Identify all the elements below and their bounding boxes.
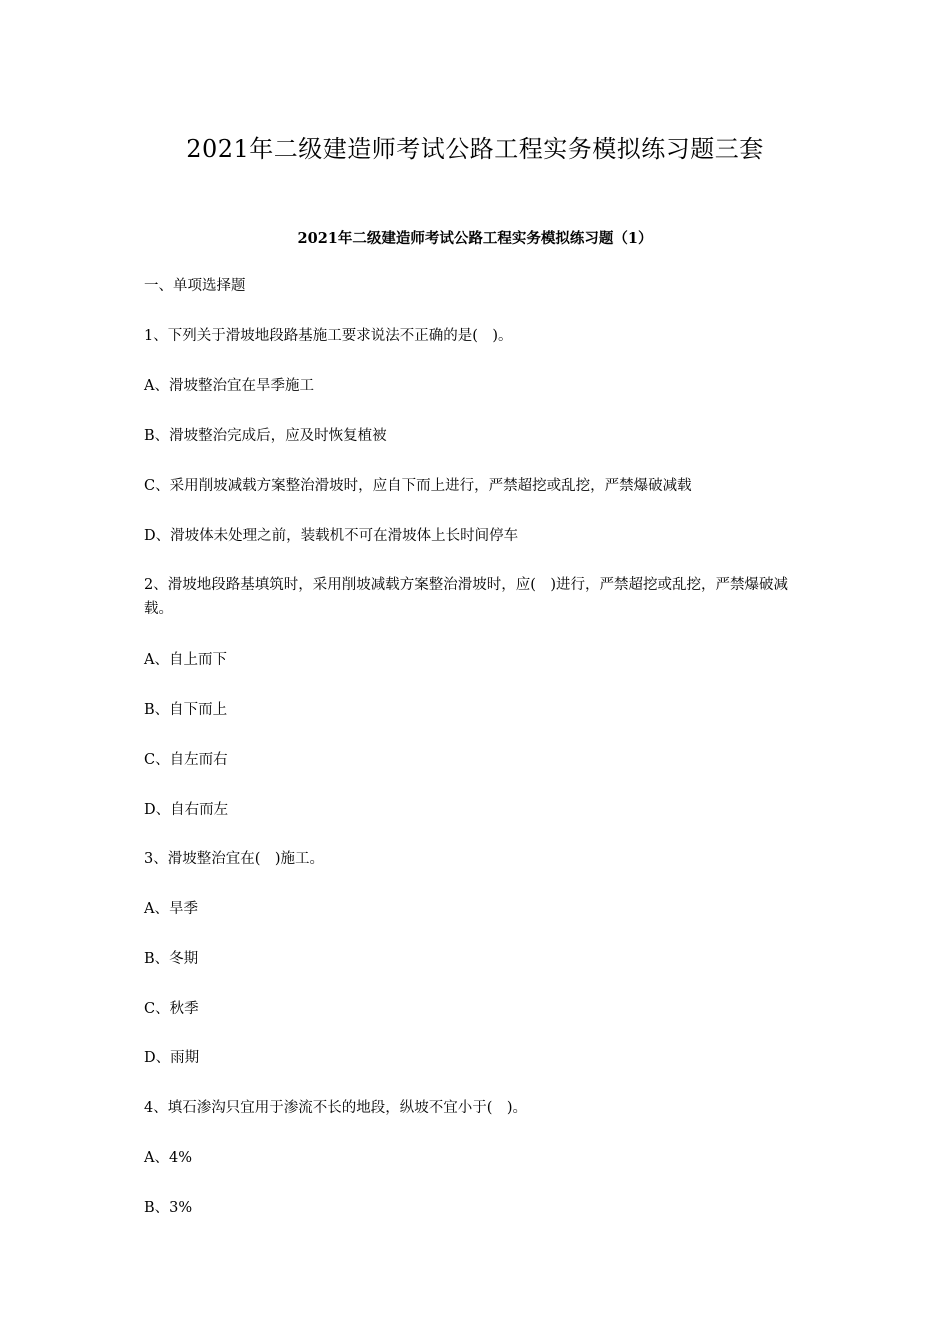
question-1-option-c: C、采用削坡减载方案整治滑坡时，应自下而上进行，严禁超挖或乱挖，严禁爆破减载 <box>144 478 692 494</box>
question-2-option-d: D、自右而左 <box>144 802 229 818</box>
question-2-option-b: B、自下而上 <box>144 702 228 718</box>
question-2-stem: 2、滑坡地段路基填筑时，采用削坡减载方案整治滑坡时，应( )进行，严禁超挖或乱挖，严禁爆破减载。 <box>144 577 789 617</box>
question-3-option-b: B、冬期 <box>144 951 199 967</box>
question-1-option-a: A、滑坡整治宜在旱季施工 <box>144 378 314 394</box>
section-heading: 一、单项选择题 <box>144 278 246 294</box>
document-title: 2021年二级建造师考试公路工程实务模拟练习题三套 <box>186 135 764 163</box>
question-1-option-d: D、滑坡体未处理之前，装载机不可在滑坡体上长时间停车 <box>144 528 519 544</box>
question-3-option-c: C、秋季 <box>144 1001 199 1017</box>
question-2-option-c: C、自左而右 <box>144 752 228 768</box>
question-3-option-d: D、雨期 <box>144 1050 200 1066</box>
question-4-option-b: B、3% <box>144 1200 193 1216</box>
exercise-subtitle: 2021年二级建造师考试公路工程实务模拟练习题（1） <box>297 230 653 247</box>
question-4-stem: 4、填石渗沟只宜用于渗流不长的地段，纵坡不宜小于( )。 <box>144 1100 528 1116</box>
question-3-option-a: A、旱季 <box>144 901 198 917</box>
question-1-option-b: B、滑坡整治完成后，应及时恢复植被 <box>144 428 387 444</box>
question-2-option-a: A、自上而下 <box>144 652 227 668</box>
question-3-stem: 3、滑坡整治宜在( )施工。 <box>144 851 325 867</box>
question-4-option-a: A、4% <box>144 1150 192 1166</box>
question-1-stem: 1、下列关于滑坡地段路基施工要求说法不正确的是( )。 <box>144 328 513 344</box>
